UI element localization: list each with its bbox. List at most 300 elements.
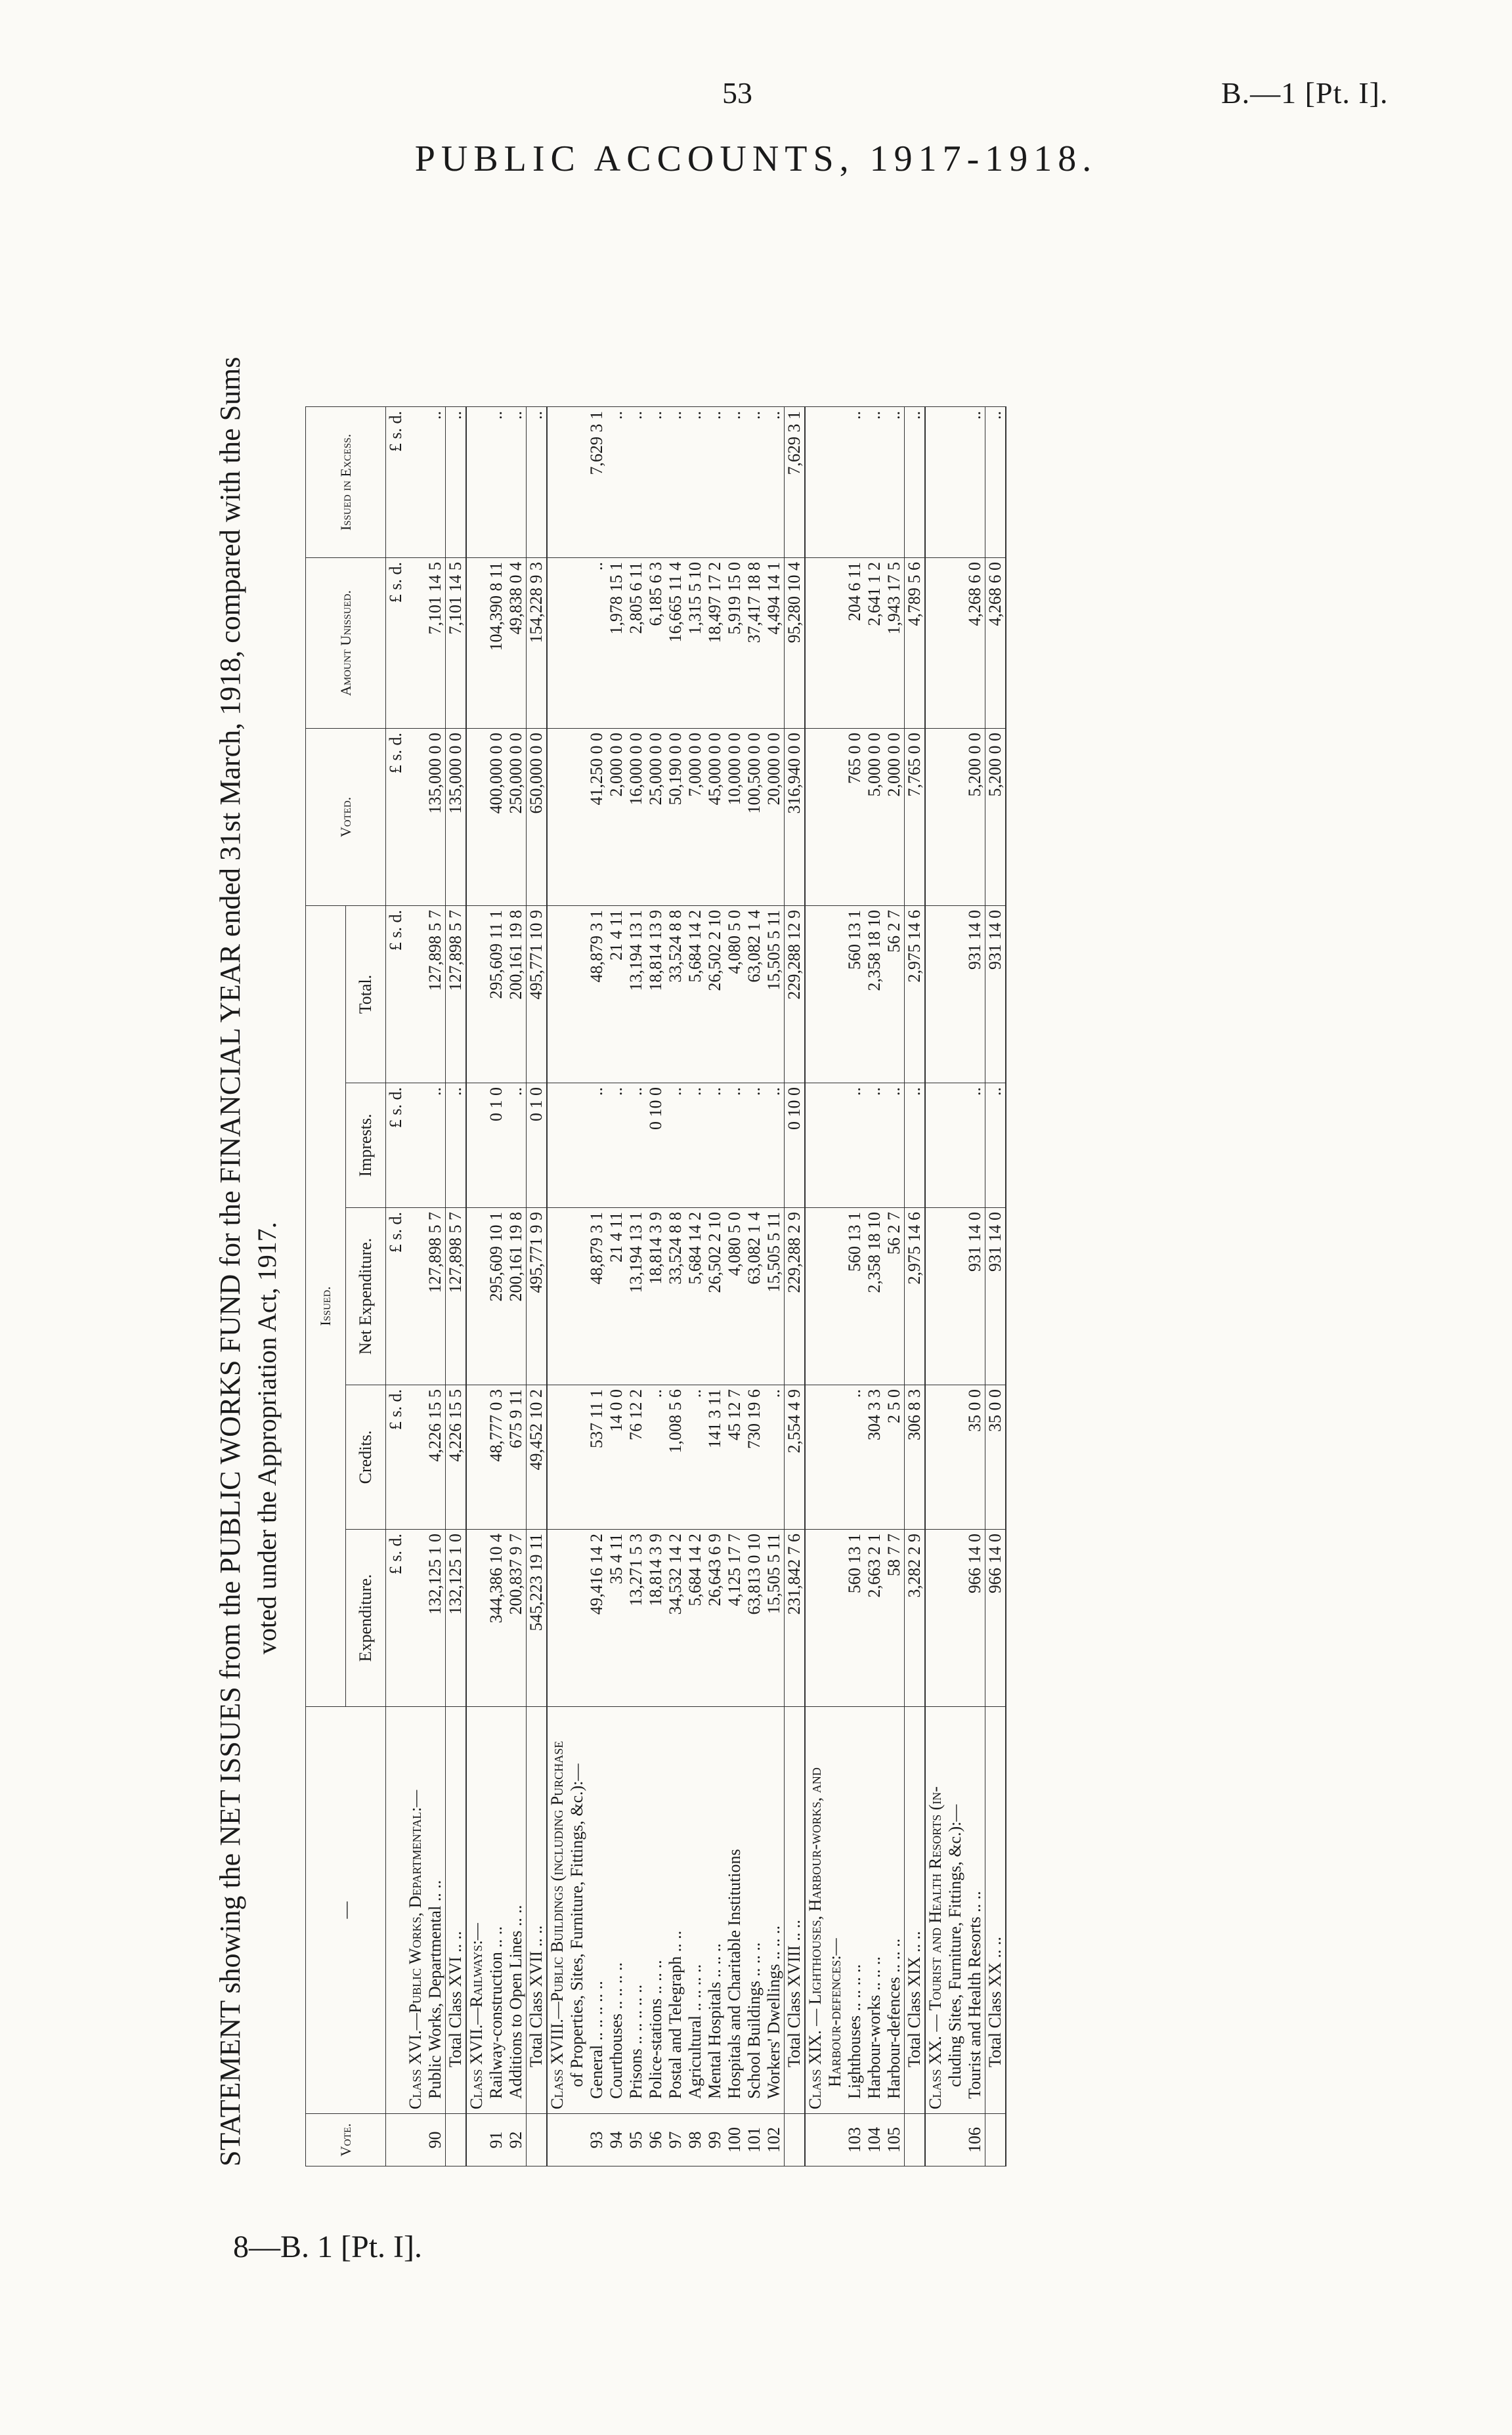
net-cell: 2,358 18 10 <box>865 1208 884 1385</box>
vote-cell: 93 <box>587 2114 607 2166</box>
tot-cell <box>466 906 486 1083</box>
net-cell <box>567 1208 587 1385</box>
exp-cell: 2,663 2 1 <box>865 1530 884 1707</box>
description-cell: Railway-construction .. .. <box>486 1707 506 2114</box>
description-cell: Total Class XVII .. .. <box>527 1707 548 2114</box>
unis-cell: 104,390 8 11 <box>486 558 506 729</box>
header-description: — <box>306 1707 386 2114</box>
imp-cell: .. <box>685 1083 705 1208</box>
exp-cell: 231,842 7 6 <box>785 1530 806 1707</box>
unis-cell: 7,101 14 5 <box>446 558 467 729</box>
exp-cell <box>406 1530 425 1707</box>
tot-cell: 33,524 8 8 <box>666 906 685 1083</box>
exc-cell: .. <box>527 407 548 558</box>
exp-cell: 26,643 6 9 <box>705 1530 725 1707</box>
exp-cell <box>547 1530 567 1707</box>
imp-cell <box>547 1083 567 1208</box>
header-total: Total. <box>346 906 386 1083</box>
net-cell: 4,080 5 0 <box>725 1208 745 1385</box>
exp-cell: 966 14 0 <box>985 1530 1006 1707</box>
cr-cell: 306 8 3 <box>905 1385 926 1530</box>
header-net-expenditure: Net Expenditure. <box>346 1208 386 1385</box>
exp-cell <box>925 1530 945 1707</box>
unis-cell: 4,494 14 1 <box>764 558 785 729</box>
voted-cell: 25,000 0 0 <box>646 729 666 906</box>
tot-cell <box>925 906 945 1083</box>
vote-cell: 92 <box>506 2114 527 2166</box>
net-cell: 63,082 1 4 <box>745 1208 764 1385</box>
imp-cell <box>825 1083 845 1208</box>
unis-cell: 18,497 17 2 <box>705 558 725 729</box>
statement-title: STATEMENT showing the NET ISSUES from the PUBLIC WORKS FUND for the FINANCIAL YEAR ended 31st March, 1918, compared with the Sums <box>214 356 246 2166</box>
total-row <box>785 407 806 2166</box>
tot-cell <box>547 906 567 1083</box>
imp-cell: .. <box>666 1083 685 1208</box>
total-row <box>985 407 1006 2166</box>
net-cell: 229,288 2 9 <box>785 1208 806 1385</box>
net-cell: 295,609 10 1 <box>486 1208 506 1385</box>
voted-cell: 135,000 0 0 <box>425 729 446 906</box>
header-vote: Vote. <box>306 2114 386 2166</box>
table-row <box>884 407 905 2166</box>
cr-cell <box>406 1385 425 1530</box>
class-heading-row <box>466 407 486 2166</box>
net-cell: 200,161 19 8 <box>506 1208 527 1385</box>
vote-cell: 101 <box>745 2114 764 2166</box>
exp-cell: 132,125 1 0 <box>425 1530 446 1707</box>
description-cell: Police-stations .. .. .. <box>646 1707 666 2114</box>
currency-label: £ s. d. <box>386 1208 406 1385</box>
table-row <box>626 407 646 2166</box>
tot-cell: 127,898 5 7 <box>425 906 446 1083</box>
exc-cell: .. <box>646 407 666 558</box>
exp-cell <box>945 1530 965 1707</box>
table-row <box>666 407 685 2166</box>
class-heading-row <box>805 407 825 2166</box>
imp-cell: .. <box>725 1083 745 1208</box>
voted-cell: 50,190 0 0 <box>666 729 685 906</box>
tot-cell: 560 13 1 <box>845 906 865 1083</box>
vote-cell <box>406 2114 425 2166</box>
imp-cell: .. <box>506 1083 527 1208</box>
voted-cell: 5,000 0 0 <box>865 729 884 906</box>
net-cell <box>466 1208 486 1385</box>
imp-cell: .. <box>425 1083 446 1208</box>
exc-cell <box>805 407 825 558</box>
exc-cell: .. <box>666 407 685 558</box>
vote-cell: 95 <box>626 2114 646 2166</box>
cr-cell: 35 0 0 <box>965 1385 985 1530</box>
tot-cell: 21 4 11 <box>607 906 626 1083</box>
cr-cell: 4,226 15 5 <box>446 1385 467 1530</box>
net-cell: 560 13 1 <box>845 1208 865 1385</box>
net-cell: 21 4 11 <box>607 1208 626 1385</box>
table-body <box>386 407 1006 2166</box>
cr-cell: .. <box>685 1385 705 1530</box>
exp-cell: 58 7 7 <box>884 1530 905 1707</box>
unis-cell: 49,838 0 4 <box>506 558 527 729</box>
imp-cell: .. <box>905 1083 926 1208</box>
exp-cell: 5,684 14 2 <box>685 1530 705 1707</box>
exp-cell: 13,271 5 3 <box>626 1530 646 1707</box>
table-row <box>745 407 764 2166</box>
cr-cell: 48,777 0 3 <box>486 1385 506 1530</box>
currency-label: £ s. d. <box>386 558 406 729</box>
class-heading-row <box>547 407 567 2166</box>
unis-cell: 4,268 6 0 <box>985 558 1006 729</box>
vote-cell: 106 <box>965 2114 985 2166</box>
net-cell: 56 2 7 <box>884 1208 905 1385</box>
description-cell: Class XVI.—Public Works, Departmental:— <box>406 1707 425 2114</box>
exc-cell: .. <box>705 407 725 558</box>
exp-cell <box>825 1530 845 1707</box>
net-cell: 26,502 2 10 <box>705 1208 725 1385</box>
net-cell <box>406 1208 425 1385</box>
description-cell: Total Class XVIII .. .. <box>785 1707 806 2114</box>
net-cell: 127,898 5 7 <box>446 1208 467 1385</box>
description-cell: Total Class XIX .. .. <box>905 1707 926 2114</box>
document-reference: B.—1 [Pt. I]. <box>1221 76 1389 110</box>
unis-cell: 95,280 10 4 <box>785 558 806 729</box>
voted-cell: 7,765 0 0 <box>905 729 926 906</box>
header-expenditure: Expenditure. <box>346 1530 386 1707</box>
imp-cell <box>466 1083 486 1208</box>
net-cell <box>925 1208 945 1385</box>
exc-cell: 7,629 3 1 <box>587 407 607 558</box>
exp-cell: 3,282 2 9 <box>905 1530 926 1707</box>
description-cell: Workers' Dwellings .. .. .. <box>764 1707 785 2114</box>
table-row <box>705 407 725 2166</box>
exc-cell: .. <box>884 407 905 558</box>
vote-cell <box>945 2114 965 2166</box>
description-cell: Class XVIII.—Public Buildings (including Purchase <box>547 1707 567 2114</box>
table-row <box>486 407 506 2166</box>
table-row <box>845 407 865 2166</box>
class-heading-row <box>945 407 965 2166</box>
exc-cell <box>567 407 587 558</box>
unis-cell: 2,805 6 11 <box>626 558 646 729</box>
exc-cell <box>547 407 567 558</box>
table-row <box>965 407 985 2166</box>
exp-cell <box>466 1530 486 1707</box>
voted-cell: 45,000 0 0 <box>705 729 725 906</box>
unis-cell <box>547 558 567 729</box>
voted-cell: 10,000 0 0 <box>725 729 745 906</box>
cr-cell <box>567 1385 587 1530</box>
exc-cell: .. <box>764 407 785 558</box>
exp-cell <box>805 1530 825 1707</box>
net-cell: 931 14 0 <box>985 1208 1006 1385</box>
vote-cell: 91 <box>486 2114 506 2166</box>
unis-cell <box>466 558 486 729</box>
voted-cell: 5,200 0 0 <box>965 729 985 906</box>
page-footer: 8—B. 1 [Pt. I]. <box>233 2230 422 2264</box>
table-row <box>725 407 745 2166</box>
imp-cell: .. <box>764 1083 785 1208</box>
tot-cell <box>567 906 587 1083</box>
net-cell <box>825 1208 845 1385</box>
tot-cell: 63,082 1 4 <box>745 906 764 1083</box>
imp-cell: .. <box>446 1083 467 1208</box>
table-row <box>685 407 705 2166</box>
vote-cell <box>446 2114 467 2166</box>
statement-table <box>305 406 1006 2166</box>
voted-cell <box>466 729 486 906</box>
exc-cell <box>945 407 965 558</box>
cr-cell: .. <box>764 1385 785 1530</box>
imp-cell <box>406 1083 425 1208</box>
tot-cell: 2,975 14 6 <box>905 906 926 1083</box>
voted-cell <box>547 729 567 906</box>
exc-cell: .. <box>506 407 527 558</box>
rotated-statement <box>213 236 1329 2166</box>
exp-cell: 4,125 17 7 <box>725 1530 745 1707</box>
net-cell: 18,814 3 9 <box>646 1208 666 1385</box>
imp-cell: .. <box>965 1083 985 1208</box>
total-row <box>527 407 548 2166</box>
exc-cell: .. <box>985 407 1006 558</box>
tot-cell: 495,771 10 9 <box>527 906 548 1083</box>
net-cell: 2,975 14 6 <box>905 1208 926 1385</box>
currency-label: £ s. d. <box>386 729 406 906</box>
tot-cell: 2,358 18 10 <box>865 906 884 1083</box>
vote-cell: 94 <box>607 2114 626 2166</box>
unis-cell <box>567 558 587 729</box>
vote-cell: 98 <box>685 2114 705 2166</box>
header-imprests: Imprests. <box>346 1083 386 1208</box>
tot-cell: 18,814 13 9 <box>646 906 666 1083</box>
exc-cell: .. <box>626 407 646 558</box>
cr-cell: 537 11 1 <box>587 1385 607 1530</box>
description-cell: Class XVII.—Railways:— <box>466 1707 486 2114</box>
tot-cell: 26,502 2 10 <box>705 906 725 1083</box>
exc-cell: .. <box>745 407 764 558</box>
imp-cell: .. <box>745 1083 764 1208</box>
description-cell: Class XX. — Tourist and Health Resorts (in- <box>925 1707 945 2114</box>
cr-cell: 730 19 6 <box>745 1385 764 1530</box>
imp-cell <box>925 1083 945 1208</box>
cr-cell: 14 0 0 <box>607 1385 626 1530</box>
page-heading: PUBLIC ACCOUNTS, 1917-1918. <box>414 139 1098 179</box>
unis-cell: 37,417 18 8 <box>745 558 764 729</box>
net-cell: 15,505 5 11 <box>764 1208 785 1385</box>
tot-cell: 15,505 5 11 <box>764 906 785 1083</box>
voted-cell: 135,000 0 0 <box>446 729 467 906</box>
exc-cell: .. <box>607 407 626 558</box>
tot-cell: 48,879 3 1 <box>587 906 607 1083</box>
unis-cell <box>925 558 945 729</box>
tot-cell <box>945 906 965 1083</box>
net-cell: 931 14 0 <box>965 1208 985 1385</box>
exc-cell: 7,629 3 1 <box>785 407 806 558</box>
imp-cell: .. <box>845 1083 865 1208</box>
exp-cell: 63,813 0 10 <box>745 1530 764 1707</box>
currency-label: £ s. d. <box>386 407 406 558</box>
voted-cell <box>945 729 965 906</box>
exp-cell <box>567 1530 587 1707</box>
header-voted: Voted. <box>306 729 386 906</box>
currency-row <box>386 407 406 2166</box>
voted-cell: 16,000 0 0 <box>626 729 646 906</box>
voted-cell: 2,000 0 0 <box>884 729 905 906</box>
voted-cell: 5,200 0 0 <box>985 729 1006 906</box>
tot-cell: 200,161 19 8 <box>506 906 527 1083</box>
tot-cell: 56 2 7 <box>884 906 905 1083</box>
table-row <box>646 407 666 2166</box>
vote-cell <box>825 2114 845 2166</box>
table-row <box>425 407 446 2166</box>
currency-label: £ s. d. <box>386 1385 406 1530</box>
vote-cell <box>985 2114 1006 2166</box>
description-cell: Hospitals and Charitable Institutions <box>725 1707 745 2114</box>
total-row <box>905 407 926 2166</box>
imp-cell: 0 10 0 <box>785 1083 806 1208</box>
exp-cell: 18,814 3 9 <box>646 1530 666 1707</box>
imp-cell: .. <box>884 1083 905 1208</box>
imp-cell: .. <box>705 1083 725 1208</box>
exc-cell <box>925 407 945 558</box>
net-cell: 5,684 14 2 <box>685 1208 705 1385</box>
voted-cell: 650,000 0 0 <box>527 729 548 906</box>
voted-cell <box>925 729 945 906</box>
net-cell: 495,771 9 9 <box>527 1208 548 1385</box>
cr-cell: 2,554 4 9 <box>785 1385 806 1530</box>
exc-cell: .. <box>685 407 705 558</box>
cr-cell <box>945 1385 965 1530</box>
currency-label: £ s. d. <box>386 906 406 1083</box>
vote-cell <box>547 2114 567 2166</box>
unis-cell: 1,315 5 10 <box>685 558 705 729</box>
imp-cell <box>567 1083 587 1208</box>
exc-cell: .. <box>446 407 467 558</box>
vote-cell: 100 <box>725 2114 745 2166</box>
vote-cell: 103 <box>845 2114 865 2166</box>
description-cell: cluding Sites, Furniture, Fittings, &c.):— <box>945 1707 965 2114</box>
description-cell: Postal and Telegraph .. .. <box>666 1707 685 2114</box>
cr-cell: 141 3 11 <box>705 1385 725 1530</box>
voted-cell: 41,250 0 0 <box>587 729 607 906</box>
description-cell: Prisons .. .. .. .. .. <box>626 1707 646 2114</box>
cr-cell: .. <box>845 1385 865 1530</box>
unis-cell: 5,919 15 0 <box>725 558 745 729</box>
total-row <box>446 407 467 2166</box>
cr-cell <box>805 1385 825 1530</box>
exc-cell <box>466 407 486 558</box>
vote-cell <box>567 2114 587 2166</box>
exc-cell <box>825 407 845 558</box>
vote-cell <box>785 2114 806 2166</box>
unis-cell <box>825 558 845 729</box>
unis-cell: 2,641 1 2 <box>865 558 884 729</box>
voted-cell: 400,000 0 0 <box>486 729 506 906</box>
voted-cell: 765 0 0 <box>845 729 865 906</box>
header-credits: Credits. <box>346 1385 386 1530</box>
statement-subtitle: voted under the Appropriation Act, 1917. <box>252 1222 282 1654</box>
unis-cell: 154,228 9 3 <box>527 558 548 729</box>
description-cell: Courthouses .. .. .. .. <box>607 1707 626 2114</box>
unis-cell: 4,268 6 0 <box>965 558 985 729</box>
cr-cell <box>825 1385 845 1530</box>
tot-cell <box>825 906 845 1083</box>
exc-cell: .. <box>965 407 985 558</box>
vote-cell: 99 <box>705 2114 725 2166</box>
imp-cell: .. <box>607 1083 626 1208</box>
tot-cell: 13,194 13 1 <box>626 906 646 1083</box>
description-cell: Harbour-defences .. .. .. <box>884 1707 905 2114</box>
vote-cell <box>466 2114 486 2166</box>
unis-cell: 7,101 14 5 <box>425 558 446 729</box>
cr-cell: 304 3 3 <box>865 1385 884 1530</box>
description-cell: Harbour-defences:— <box>825 1707 845 2114</box>
voted-cell: 250,000 0 0 <box>506 729 527 906</box>
cr-cell: 4,226 15 5 <box>425 1385 446 1530</box>
unis-cell: 1,943 17 5 <box>884 558 905 729</box>
table-row <box>587 407 607 2166</box>
imp-cell: .. <box>865 1083 884 1208</box>
cr-cell <box>547 1385 567 1530</box>
unis-cell: .. <box>587 558 607 729</box>
vote-cell: 97 <box>666 2114 685 2166</box>
unis-cell <box>406 558 425 729</box>
tot-cell: 931 14 0 <box>965 906 985 1083</box>
imp-cell: .. <box>985 1083 1006 1208</box>
imp-cell: .. <box>587 1083 607 1208</box>
cr-cell <box>925 1385 945 1530</box>
voted-cell <box>805 729 825 906</box>
cr-cell: 2 5 0 <box>884 1385 905 1530</box>
net-cell <box>945 1208 965 1385</box>
vote-cell: 102 <box>764 2114 785 2166</box>
cr-cell: 675 9 11 <box>506 1385 527 1530</box>
exc-cell: .. <box>725 407 745 558</box>
table-row <box>506 407 527 2166</box>
voted-cell <box>567 729 587 906</box>
description-cell: Total Class XX .. .. <box>985 1707 1006 2114</box>
net-cell <box>547 1208 567 1385</box>
description-cell: Lighthouses .. .. .. .. <box>845 1707 865 2114</box>
currency-label: £ s. d. <box>386 1530 406 1707</box>
exp-cell: 560 13 1 <box>845 1530 865 1707</box>
currency-label: £ s. d. <box>386 1083 406 1208</box>
voted-cell: 100,500 0 0 <box>745 729 764 906</box>
exp-cell: 15,505 5 11 <box>764 1530 785 1707</box>
voted-cell <box>825 729 845 906</box>
header-issued-in-excess: Issued in Excess. <box>306 407 386 558</box>
vote-cell: 105 <box>884 2114 905 2166</box>
cr-cell: 76 12 2 <box>626 1385 646 1530</box>
tot-cell <box>406 906 425 1083</box>
header-issued: Issued. <box>306 906 346 1707</box>
description-cell: Tourist and Health Resorts .. .. <box>965 1707 985 2114</box>
exc-cell: .. <box>865 407 884 558</box>
description-cell: Agricultural .. .. .. .. <box>685 1707 705 2114</box>
net-cell: 48,879 3 1 <box>587 1208 607 1385</box>
imp-cell <box>945 1083 965 1208</box>
description-cell: Class XIX. — Lighthouses, Harbour-works, and <box>805 1707 825 2114</box>
voted-cell: 2,000 0 0 <box>607 729 626 906</box>
exp-cell: 344,386 10 4 <box>486 1530 506 1707</box>
tot-cell <box>805 906 825 1083</box>
cr-cell <box>466 1385 486 1530</box>
tot-cell: 127,898 5 7 <box>446 906 467 1083</box>
cr-cell: 1,008 5 6 <box>666 1385 685 1530</box>
description-cell: Harbour-works .. .. .. <box>865 1707 884 2114</box>
exp-cell: 35 4 11 <box>607 1530 626 1707</box>
description-cell: Total Class XVI .. .. <box>446 1707 467 2114</box>
exp-cell: 200,837 9 7 <box>506 1530 527 1707</box>
header-amount-unissued: Amount Unissued. <box>306 558 386 729</box>
exp-cell: 966 14 0 <box>965 1530 985 1707</box>
